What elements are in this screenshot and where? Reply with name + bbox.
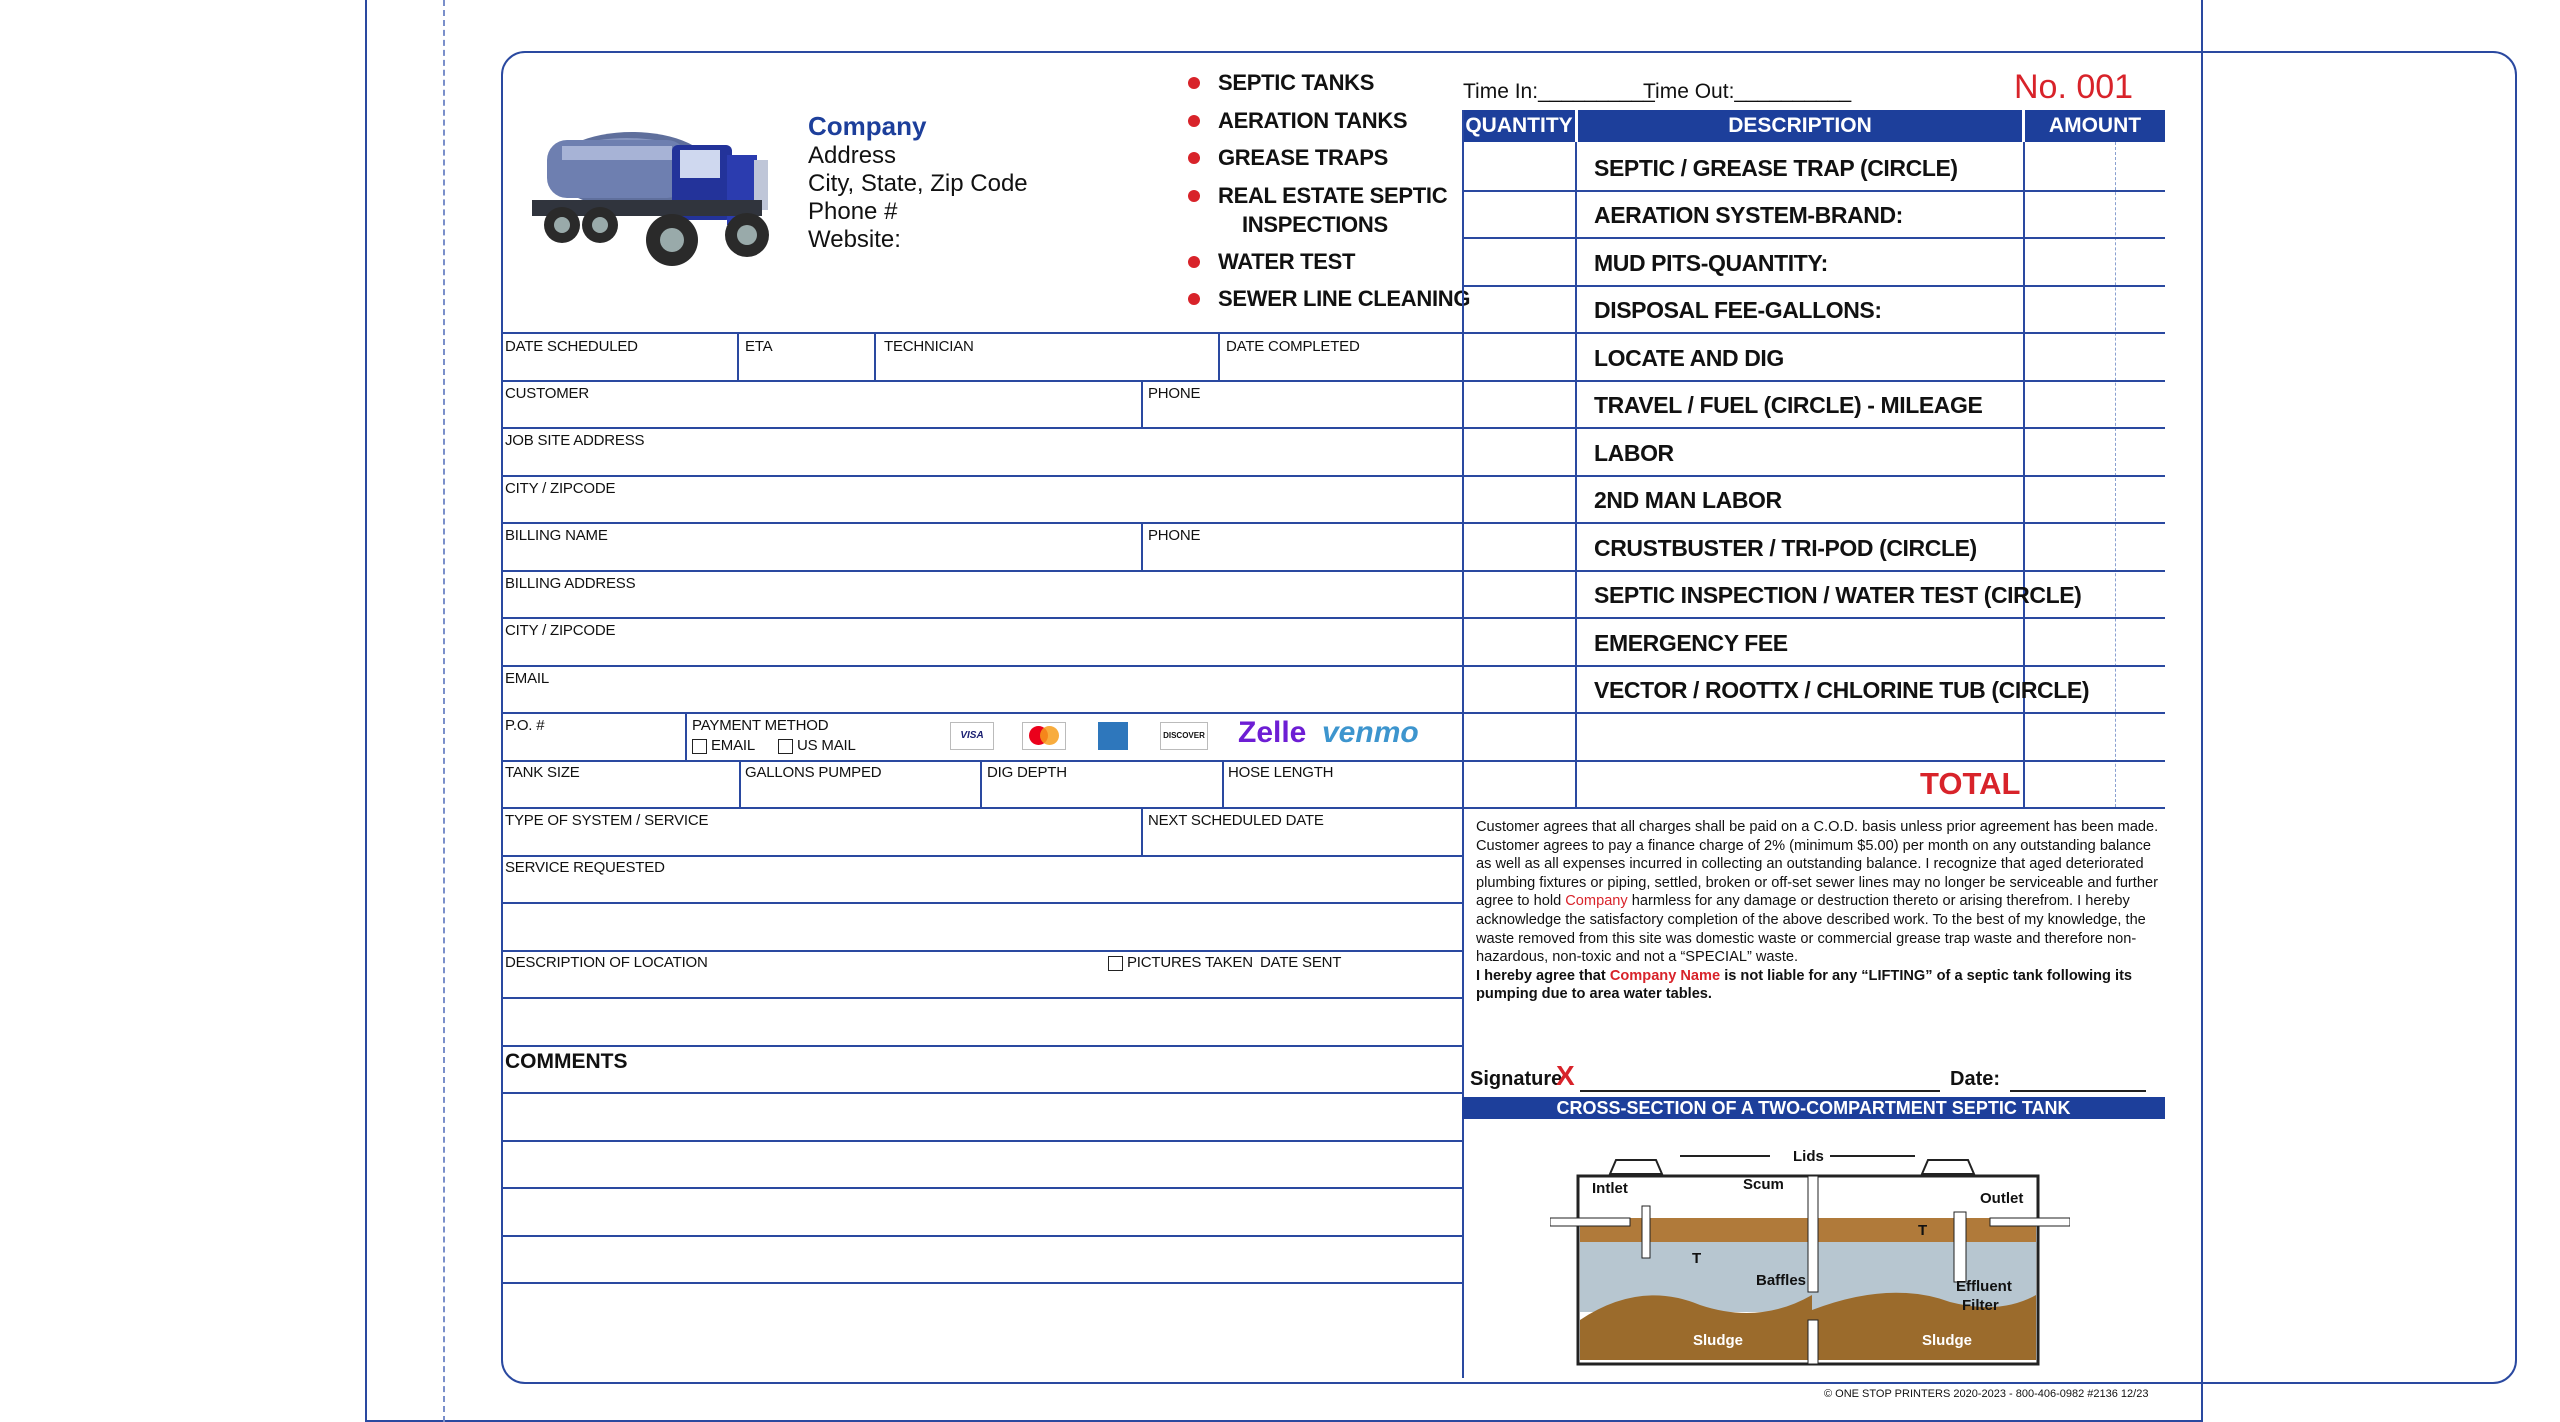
date-label: Date: — [1950, 1068, 2001, 1090]
line-item-description: LABOR — [1594, 440, 1674, 466]
service-requested-label: SERVICE REQUESTED — [505, 859, 665, 876]
service-item: REAL ESTATE SEPTIC — [1218, 183, 1448, 208]
line-item-description: SEPTIC / GREASE TRAP (CIRCLE) — [1594, 155, 1958, 181]
bullet-icon — [1188, 190, 1200, 202]
date-scheduled-label: DATE SCHEDULED — [505, 338, 638, 355]
service-item: GREASE TRAPS — [1218, 145, 1388, 170]
email-checkbox[interactable] — [692, 737, 755, 754]
diagram-label-t: T — [1918, 1222, 1928, 1239]
hose-length-label: HOSE LENGTH — [1228, 764, 1334, 781]
column-header-description: DESCRIPTION — [1578, 110, 2022, 142]
signature-label: Signature — [1470, 1068, 1563, 1090]
diagram-label-effluent: Effluent — [1956, 1278, 2012, 1295]
service-item: SEPTIC TANKS — [1218, 70, 1375, 95]
checkbox-icon[interactable] — [692, 739, 707, 754]
city-zipcode-label: CITY / ZIPCODE — [505, 480, 616, 497]
column-header-quantity: QUANTITY — [1463, 110, 1575, 142]
bullet-icon — [1188, 77, 1200, 89]
septic-truck-icon — [522, 100, 784, 276]
service-item: INSPECTIONS — [1242, 212, 1388, 237]
email-option-label: EMAIL — [711, 737, 756, 754]
bullet-icon — [1188, 293, 1200, 305]
date-completed-label: DATE COMPLETED — [1226, 338, 1360, 355]
diagram-label-baffles: Baffles — [1756, 1272, 1807, 1289]
line-item-description: SEPTIC INSPECTION / WATER TEST (CIRCLE) — [1594, 582, 2082, 608]
diagram-label-filter: Filter — [1962, 1297, 1999, 1314]
company-city: City, State, Zip Code — [808, 170, 1028, 197]
mastercard-logo-icon — [1022, 722, 1066, 750]
service-item: AERATION TANKS — [1218, 108, 1408, 133]
dig-depth-label: DIG DEPTH — [987, 764, 1067, 781]
diagram-label-lids: Lids — [1793, 1148, 1824, 1165]
terms-text: Customer agrees that all charges shall be paid on a C.O.D. basis unless prior agreement has been made. Customer agrees to pay a finance charge of 2% (minimum $5.00) per month on any outstanding balance as well as all expenses incurred in collecting an outstanding balance. I recognize that aged deteriorated plumbing fixtures or piping, settled, broken or off-set sewer lines may no longer be serviceable and further agree to hold Company harmless for any damage or destruction thereto or arising therefrom. I hereby acknowledge the satisfactory completion of the above described work. To the best of my knowledge, the waste removed from this site was domestic waste or commercial grease trap waste and therefore non-hazardous, non-toxic and not a “SPECIAL” waste. I hereby agree that Company Name is not liable for any “LIFTING” of a septic tank following its pumping due to area water tables. — [1476, 819, 2159, 1003]
line-item-description: VECTOR / ROOTTX / CHLORINE TUB (CIRCLE) — [1594, 677, 2090, 703]
column-header-amount: AMOUNT — [2025, 110, 2165, 142]
service-item: WATER TEST — [1218, 249, 1356, 274]
zelle-logo-icon: Zelle — [1238, 716, 1307, 749]
tank-size-label: TANK SIZE — [505, 764, 580, 781]
visa-logo-icon: VISA — [950, 722, 994, 750]
line-item-description: TRAVEL / FUEL (CIRCLE) - MILEAGE — [1594, 392, 1983, 418]
email-label: EMAIL — [505, 670, 550, 687]
time-in-field[interactable]: Time In:__________ — [1463, 80, 1655, 103]
payment-method-label: PAYMENT METHOD — [692, 717, 829, 734]
eta-label: ETA — [745, 338, 773, 355]
pictures-taken-checkbox[interactable] — [1108, 954, 1253, 971]
printer-credit: © ONE STOP PRINTERS 2020-2023 - 800-406-0982 #2136 12/23 — [1824, 1388, 2149, 1400]
us-mail-checkbox[interactable] — [778, 737, 856, 754]
city-zipcode-label: CITY / ZIPCODE — [505, 622, 616, 639]
date-line[interactable] — [2010, 1090, 2146, 1092]
venmo-logo-icon: venmo — [1322, 716, 1419, 749]
service-item: SEWER LINE CLEANING — [1218, 286, 1471, 311]
job-site-address-label: JOB SITE ADDRESS — [505, 432, 645, 449]
diagram-label-sludge: Sludge — [1922, 1332, 1973, 1349]
phone-label: PHONE — [1148, 385, 1201, 402]
total-label: TOTAL — [1920, 766, 2021, 801]
line-item-description: 2ND MAN LABOR — [1594, 487, 1782, 513]
us-mail-option-label: US MAIL — [797, 737, 856, 754]
amex-logo-icon — [1098, 722, 1128, 750]
po-label: P.O. # — [505, 717, 545, 734]
line-item-description: DISPOSAL FEE-GALLONS: — [1594, 297, 1882, 323]
diagram-label-outlet: Outlet — [1980, 1190, 2024, 1207]
line-item-description: AERATION SYSTEM-BRAND: — [1594, 202, 1903, 228]
company-address: Address — [808, 142, 897, 169]
diagram-label-scum: Scum — [1743, 1176, 1784, 1193]
company-phone: Phone # — [808, 198, 898, 225]
perforation-line — [443, 0, 445, 1422]
diagram-label-inlet: Intlet — [1592, 1180, 1628, 1197]
checkbox-icon[interactable] — [778, 739, 793, 754]
form-number: No. 001 — [2014, 68, 2134, 106]
discover-logo-icon: DISCOVER — [1160, 722, 1208, 750]
pictures-taken-label: PICTURES TAKEN — [1127, 954, 1253, 971]
technician-label: TECHNICIAN — [884, 338, 974, 355]
line-item-description: MUD PITS-QUANTITY: — [1594, 250, 1828, 276]
comments-label: COMMENTS — [505, 1050, 628, 1073]
signature-line[interactable] — [1580, 1090, 1940, 1092]
phone-label: PHONE — [1148, 527, 1201, 544]
next-scheduled-date-label: NEXT SCHEDULED DATE — [1148, 812, 1324, 829]
diagram-label-sludge: Sludge — [1693, 1332, 1744, 1349]
bullet-icon — [1188, 256, 1200, 268]
billing-name-label: BILLING NAME — [505, 527, 608, 544]
diagram-label-t: T — [1692, 1250, 1702, 1267]
billing-address-label: BILLING ADDRESS — [505, 575, 636, 592]
line-item-description: EMERGENCY FEE — [1594, 630, 1788, 656]
date-sent-label: DATE SENT — [1260, 954, 1342, 971]
signature-x: X — [1556, 1060, 1575, 1091]
line-item-description: CRUSTBUSTER / TRI-POD (CIRCLE) — [1594, 535, 1977, 561]
customer-label: CUSTOMER — [505, 385, 589, 402]
company-name: Company — [808, 111, 927, 141]
checkbox-icon[interactable] — [1108, 956, 1123, 971]
description-of-location-label: DESCRIPTION OF LOCATION — [505, 954, 708, 971]
bullet-icon — [1188, 152, 1200, 164]
gallons-pumped-label: GALLONS PUMPED — [745, 764, 882, 781]
type-of-system-label: TYPE OF SYSTEM / SERVICE — [505, 812, 709, 829]
bullet-icon — [1188, 115, 1200, 127]
company-website: Website: — [808, 226, 901, 253]
diagram-title: CROSS-SECTION OF A TWO-COMPARTMENT SEPTIC TANK — [1462, 1097, 2165, 1119]
time-out-field[interactable]: Time Out:__________ — [1643, 80, 1852, 103]
line-item-description: LOCATE AND DIG — [1594, 345, 1784, 371]
